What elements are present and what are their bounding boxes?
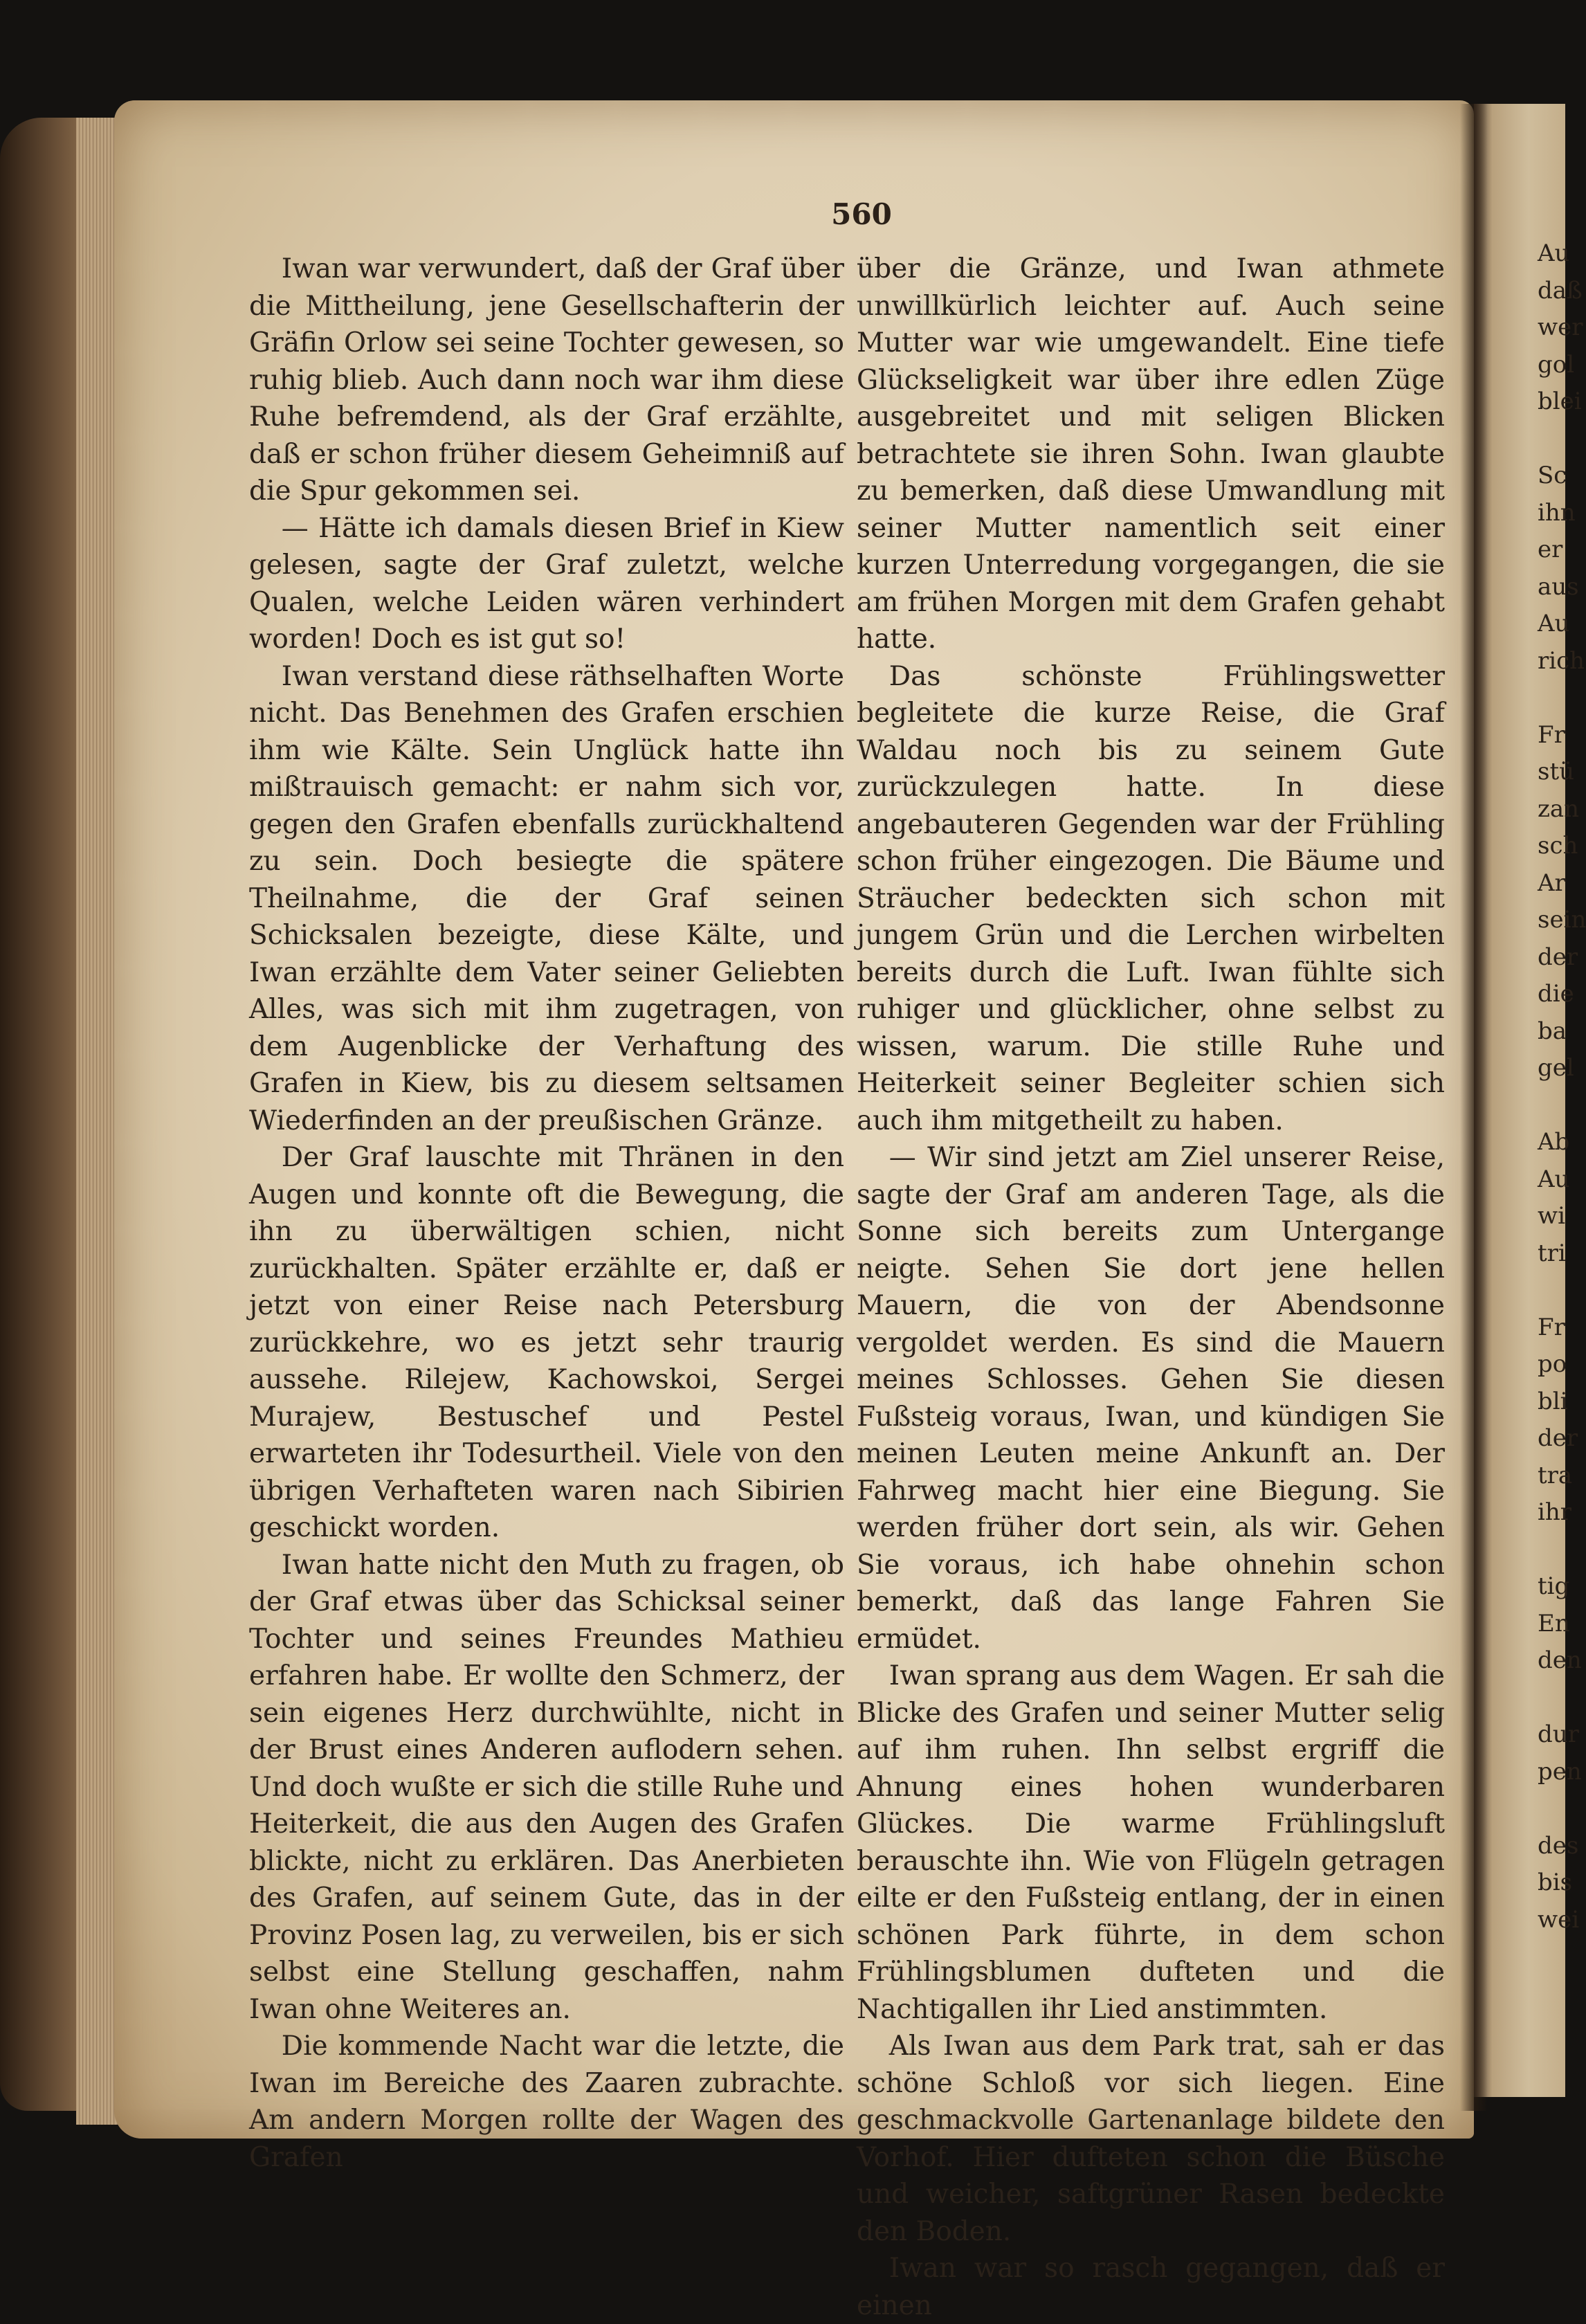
facing-page-fragment: der [1538, 943, 1578, 971]
facing-page-fragment [1538, 1532, 1565, 1569]
paragraph: Iwan sprang aus dem Wagen. Er sah die Blicke des Grafen und seiner Mutter selig auf ihm ruhen. Ihn selbst ergriff die Ahnung eines hohen wunderbaren Glückes. Die warme Frühlingsluft berauschte ihn. Wie von Flügeln getragen eilte er den Fußsteig entlang, der in einen schönen Park führte, in dem schon Frühlingsblumen dufteten und die Nachtigallen ihr Lied anstimmten. [857, 1660, 1445, 2025]
paragraph: Iwan hatte nicht den Muth zu fragen, ob der Graf etwas über das Schicksal seiner Tochter und seines Freundes Mathieu erfahren habe. Er wollte den Schmerz, der sein eigenes Herz durchwühlte, nicht in der Brust eines Anderen auflodern sehen. Und doch wußte er sich die stille Ruhe und Heiterkeit, die aus den Augen des Grafen blickte, nicht zu erklären. Das Anerbieten des Grafen, auf seinem Gute, das in der Provinz Posen lag, zu verweilen, bis er sich selbst eine Stellung geschaffen, nahm Iwan ohne Weiteres an. [249, 1549, 844, 2025]
facing-page-fragment: En [1538, 1609, 1570, 1637]
facing-page-fragment: Fr [1538, 720, 1565, 749]
facing-page-fragment: die [1538, 980, 1574, 1008]
facing-page-fragment [1538, 1790, 1565, 1828]
paragraph: Als Iwan aus dem Park trat, sah er das schöne Schloß vor sich liegen. Eine geschmackvolle Gartenanlage bildete den Vorhof. Hier dufteten schon die Büsche und weicher, saftgrüner Rasen bedeckte den Boden. [857, 2031, 1445, 2247]
facing-page-fragment: sein [1538, 906, 1586, 934]
facing-page-fragment: des [1538, 1831, 1579, 1860]
facing-page-fragment: rich [1538, 646, 1585, 675]
facing-page-fragment: gol [1538, 350, 1575, 379]
facing-page-fragment: Fr [1538, 1313, 1565, 1341]
paragraph: Das schönste Frühlingswetter begleitete die kurze Reise, die Graf Waldau noch bis zu seinem Gute zurückzulegen hatte. In diese angebauteren Gegenden war der Frühling schon früher eingezogen. Die Bäume und Sträucher bedeckten sich schon mit jungem Grün und die Lerchen wirbelten bereits durch die Luft. Iwan fühlte sich ruhiger und glücklicher, ohne selbst zu wissen, warum. Die stille Ruhe und Heiterkeit seiner Begleiter schien sich auch ihm mitgetheilt zu haben. [857, 660, 1445, 1136]
facing-page-fragment: sch [1538, 832, 1578, 860]
facing-page-fragment: tig [1538, 1572, 1570, 1600]
facing-page-fragment: tra [1538, 1461, 1573, 1489]
paragraph: Die kommende Nacht war die letzte, die Iwan im Bereiche des Zaaren zubrachte. Am andern Morgen rollte der Wagen des Grafen [249, 2031, 844, 2173]
facing-page-fragment: Ab [1538, 1128, 1570, 1156]
facing-page-fragment: dur [1538, 1721, 1579, 1748]
facing-page-fragment: Au [1538, 610, 1570, 637]
facing-page-fragment [1538, 1087, 1565, 1125]
facing-page-fragment: po [1538, 1350, 1567, 1378]
facing-page-fragment: den [1538, 1646, 1582, 1674]
paragraph: Iwan verstand diese räthselhaften Worte nicht. Das Benehmen des Grafen erschien ihm wie Kälte. Sein Unglück hatte ihn mißtrauisch gemacht: er nahm sich vor, gegen den Grafen ebenfalls zurückhaltend zu sein. Doch besiegte die spätere Theilnahme, die der Graf seinen Schicksalen bezeigte, diese Kälte, und Iwan erzählte dem Vater seiner Geliebten Alles, was sich mit ihm zugetragen, von dem Augenblicke der Verhaftung des Grafen in Kiew, bis zu diesem seltsamen Wiederfinden an der preußischen Gränze. [249, 660, 844, 1136]
facing-page-fragment [1538, 421, 1565, 458]
page-number: 560 [831, 197, 892, 231]
facing-page-fragment: ba [1538, 1017, 1567, 1045]
paragraph: über die Gränze, und Iwan athmete unwillkürlich leichter auf. Auch seine Mutter war wie umgewandelt. Eine tiefe Glückseligkeit war über ihre edlen Züge ausgebreitet und mit seligen Blicken betrachtete sie ihren Sohn. Iwan glaubte zu bemerken, daß diese Umwandlung mit seiner Mutter namentlich seit einer kurzen Unterredung vorgegangen, die sie am frühen Morgen mit dem Grafen gehabt hatte. [857, 253, 1445, 655]
facing-page-fragment: bis [1538, 1869, 1573, 1896]
facing-page-fragment: wei [1538, 1905, 1580, 1934]
right-text-column [857, 251, 1445, 2324]
facing-page-fragment: er [1538, 536, 1563, 563]
paragraph: — Hätte ich damals diesen Brief in Kiew gelesen, sagte der Graf zuletzt, welche Qualen, welche Leiden wären verhindert worden! Doch es ist gut so! [249, 512, 844, 655]
facing-page-fragment: zan [1538, 795, 1580, 823]
facing-page-fragment [1538, 1272, 1565, 1309]
facing-page-fragment: Au [1538, 1165, 1570, 1193]
facing-page-fragment: der [1538, 1424, 1578, 1452]
facing-page-fragment: gel [1538, 1054, 1574, 1082]
facing-page-fragment: wer [1538, 314, 1583, 341]
facing-page-fragment: ihn [1538, 498, 1576, 527]
facing-page-fragment: aus [1538, 572, 1579, 601]
facing-page-fragment: pen [1538, 1757, 1582, 1786]
facing-page-fragment: stü [1538, 758, 1575, 786]
facing-page-fragment: wi [1538, 1202, 1565, 1230]
book-gutter [1460, 104, 1488, 2111]
facing-page-fragment [1538, 1680, 1565, 1717]
left-text-column [249, 251, 844, 2176]
facing-page-fragment: blei [1538, 388, 1582, 415]
paragraph: Der Graf lauschte mit Thränen in den Augen und konnte oft die Bewegung, die ihn zu überwältigen schien, nicht zurückhalten. Später erzählte er, daß er jetzt von einer Reise nach Petersburg zurückkehre, wo es jetzt sehr traurig aussehe. Rilejew, Kachowskoi, Sergei Murajew, Bestuschef und Pestel erwarteten ihr Todesurtheil. Viele von den übrigen Verhafteten waren nach Sibirien geschickt worden. [249, 1142, 844, 1543]
facing-page-fragment: ihr [1538, 1498, 1572, 1526]
facing-page-fragment: Ar [1538, 869, 1566, 897]
facing-page-text-fragments [1538, 235, 1586, 1939]
facing-page-fragment: Au [1538, 239, 1570, 267]
paragraph: — Wir sind jetzt am Ziel unserer Reise, sagte der Graf am anderen Tage, als die Sonne sich bereits zum Untergange neigte. Sehen Sie dort jene hellen Mauern, die von der Abendsonne vergoldet werden. Es sind die Mauern meines Schlosses. Gehen Sie diesen Fußsteig voraus, Iwan, und kündigen Sie meinen Leuten meine Ankunft an. Der Fahrweg macht hier eine Biegung. Sie werden früher dort sein, als wir. Gehen Sie voraus, ich habe ohnehin schon bemerkt, daß das lange Fahren Sie ermüdet. [857, 1142, 1445, 1655]
facing-page-fragment: Sc [1538, 462, 1567, 489]
paragraph: Iwan war verwundert, daß der Graf über die Mittheilung, jene Gesellschafterin der Gräfin Orlow sei seine Tochter gewesen, so ruhig blieb. Auch dann noch war ihm diese Ruhe befremdend, als der Graf erzählte, daß er schon früher diesem Geheimniß auf die Spur gekommen sei. [249, 253, 844, 507]
facing-page-fragment: daß [1538, 276, 1583, 305]
facing-page-fragment: bli [1538, 1387, 1568, 1415]
paragraph: Iwan war so rasch gegangen, daß er einen [857, 2253, 1445, 2321]
facing-page-fragment: tri [1538, 1239, 1566, 1267]
facing-page-fragment [1538, 680, 1565, 717]
